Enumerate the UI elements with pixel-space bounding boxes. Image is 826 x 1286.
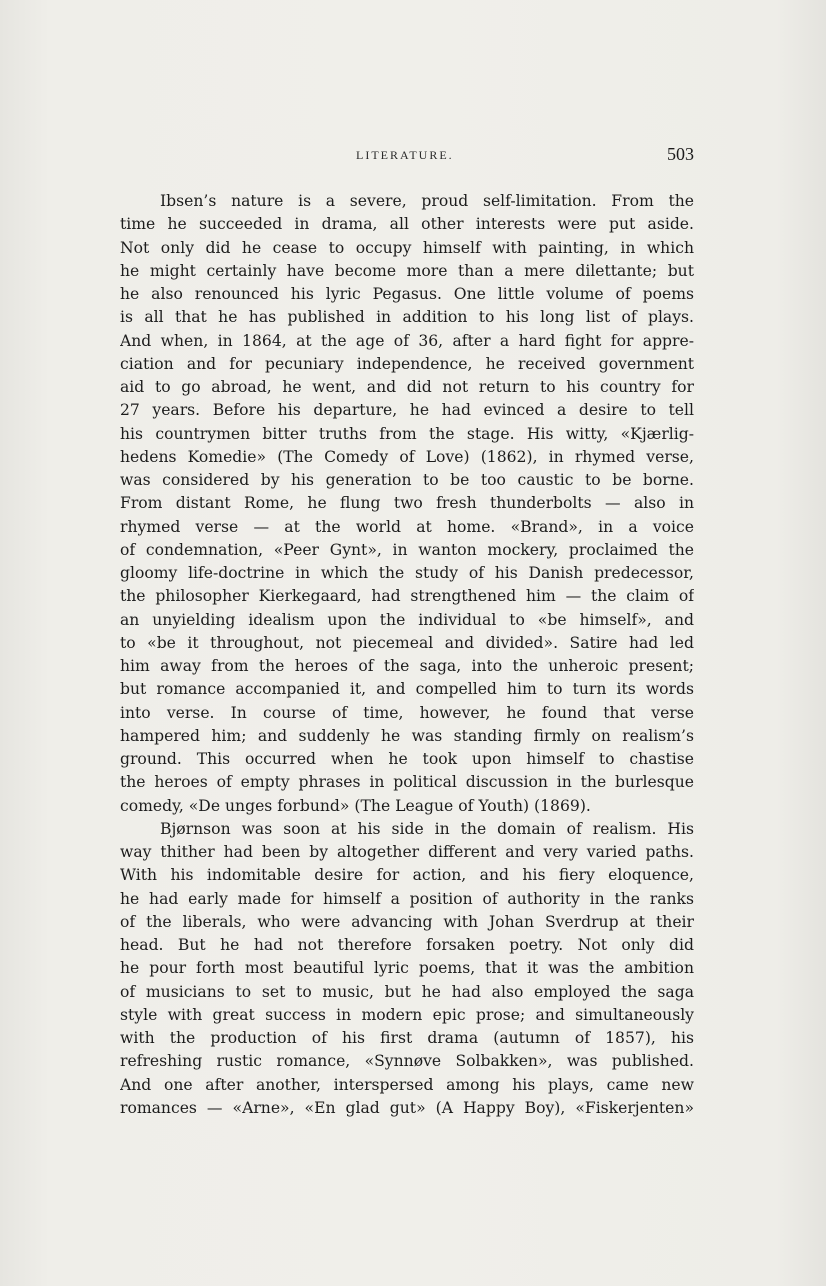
text-line: ciation and for pecuniary independence, he received government [120,354,694,373]
text-line: of the liberals, who were advancing with Johan Sverdrup at their [120,912,694,931]
text-line: 27 years. Before his departure, he had evinced a desire to tell [120,401,694,420]
text-line: head. But he had not therefore forsaken poetry. Not only did [120,936,694,954]
text-line: his countrymen bitter truths from the stage. His witty, «Kjærlig- [120,424,694,443]
text-line: Ibsen’s nature is a severe, proud self-limitation. From the [160,192,694,210]
text-line: of musicians to set to music, but he had also employed the saga [120,982,694,1001]
text-line: comedy, «De unges forbund» (The League of Youth) (1869). [120,796,591,815]
text-line: gloomy life-doctrine in which the study of his Danish predecessor, [120,564,694,582]
text-line: And one after another, interspersed among his plays, came new [120,1075,694,1094]
page-header [120,144,694,170]
text-line: he might certainly have become more than a mere dilettante; but [120,261,694,280]
text-line: time he succeeded in drama, all other interests were put aside. [120,215,694,234]
text-line: he also renounced his lyric Pegasus. One little volume of poems [120,285,694,303]
text-line: refreshing rustic romance, «Synnøve Solbakken», was published. [120,1052,694,1071]
running-head: LITERATURE. [356,148,454,162]
text-line: but romance accompanied it, and compelled him to turn its words [120,680,694,699]
text-line: ground. This occurred when he took upon himself to chastise [120,750,694,768]
text-line: hedens Komedie» (The Comedy of Love) (1862), in rhymed verse, [120,447,694,466]
text-line: And when, in 1864, at the age of 36, after a hard fight for appre- [120,331,694,350]
text-line: to «be it throughout, not piecemeal and divided». Satire had led [120,633,694,652]
text-line: From distant Rome, he flung two fresh thunderbolts — also in [120,494,694,513]
text-line: of condemnation, «Peer Gynt», in wanton mockery, proclaimed the [120,540,694,559]
text-line: with the production of his first drama (autumn of 1857), his [120,1029,694,1047]
text-line: into verse. In course of time, however, he found that verse [120,703,694,722]
text-line: is all that he has published in addition to his long list of plays. [120,308,694,327]
text-line: Bjørnson was soon at his side in the domain of realism. His [160,819,694,838]
text-line: Not only did he cease to occupy himself with painting, in which [120,238,694,257]
text-line: the philosopher Kierkegaard, had strengthened him — the claim of [120,587,694,606]
text-line: an unyielding idealism upon the individual to «be himself», and [120,610,694,629]
body-text [120,190,694,1120]
text-line: style with great success in modern epic prose; and simultaneously [120,1005,694,1024]
text-line: was considered by his generation to be too caustic to be borne. [120,471,694,489]
text-line: he pour forth most beautiful lyric poems, that it was the ambition [120,959,694,978]
text-line: the heroes of empty phrases in political discussion in the burlesque [120,773,694,792]
text-line: him away from the heroes of the saga, into the unheroic present; [120,657,694,675]
page-number: 503 [667,144,694,164]
text-line: hampered him; and suddenly he was standing firmly on realism’s [120,726,694,745]
text-line: rhymed verse — at the world at home. «Brand», in a voice [120,517,694,536]
text-line: he had early made for himself a position of authority in the ranks [120,889,694,908]
text-line: With his indomitable desire for action, and his fiery eloquence, [120,866,694,885]
text-line: aid to go abroad, he went, and did not return to his country for [120,378,694,396]
text-line: romances — «Arne», «En glad gut» (A Happy Boy), «Fiskerjenten» [120,1098,694,1117]
text-line: way thither had been by altogether different and very varied paths. [120,843,694,861]
